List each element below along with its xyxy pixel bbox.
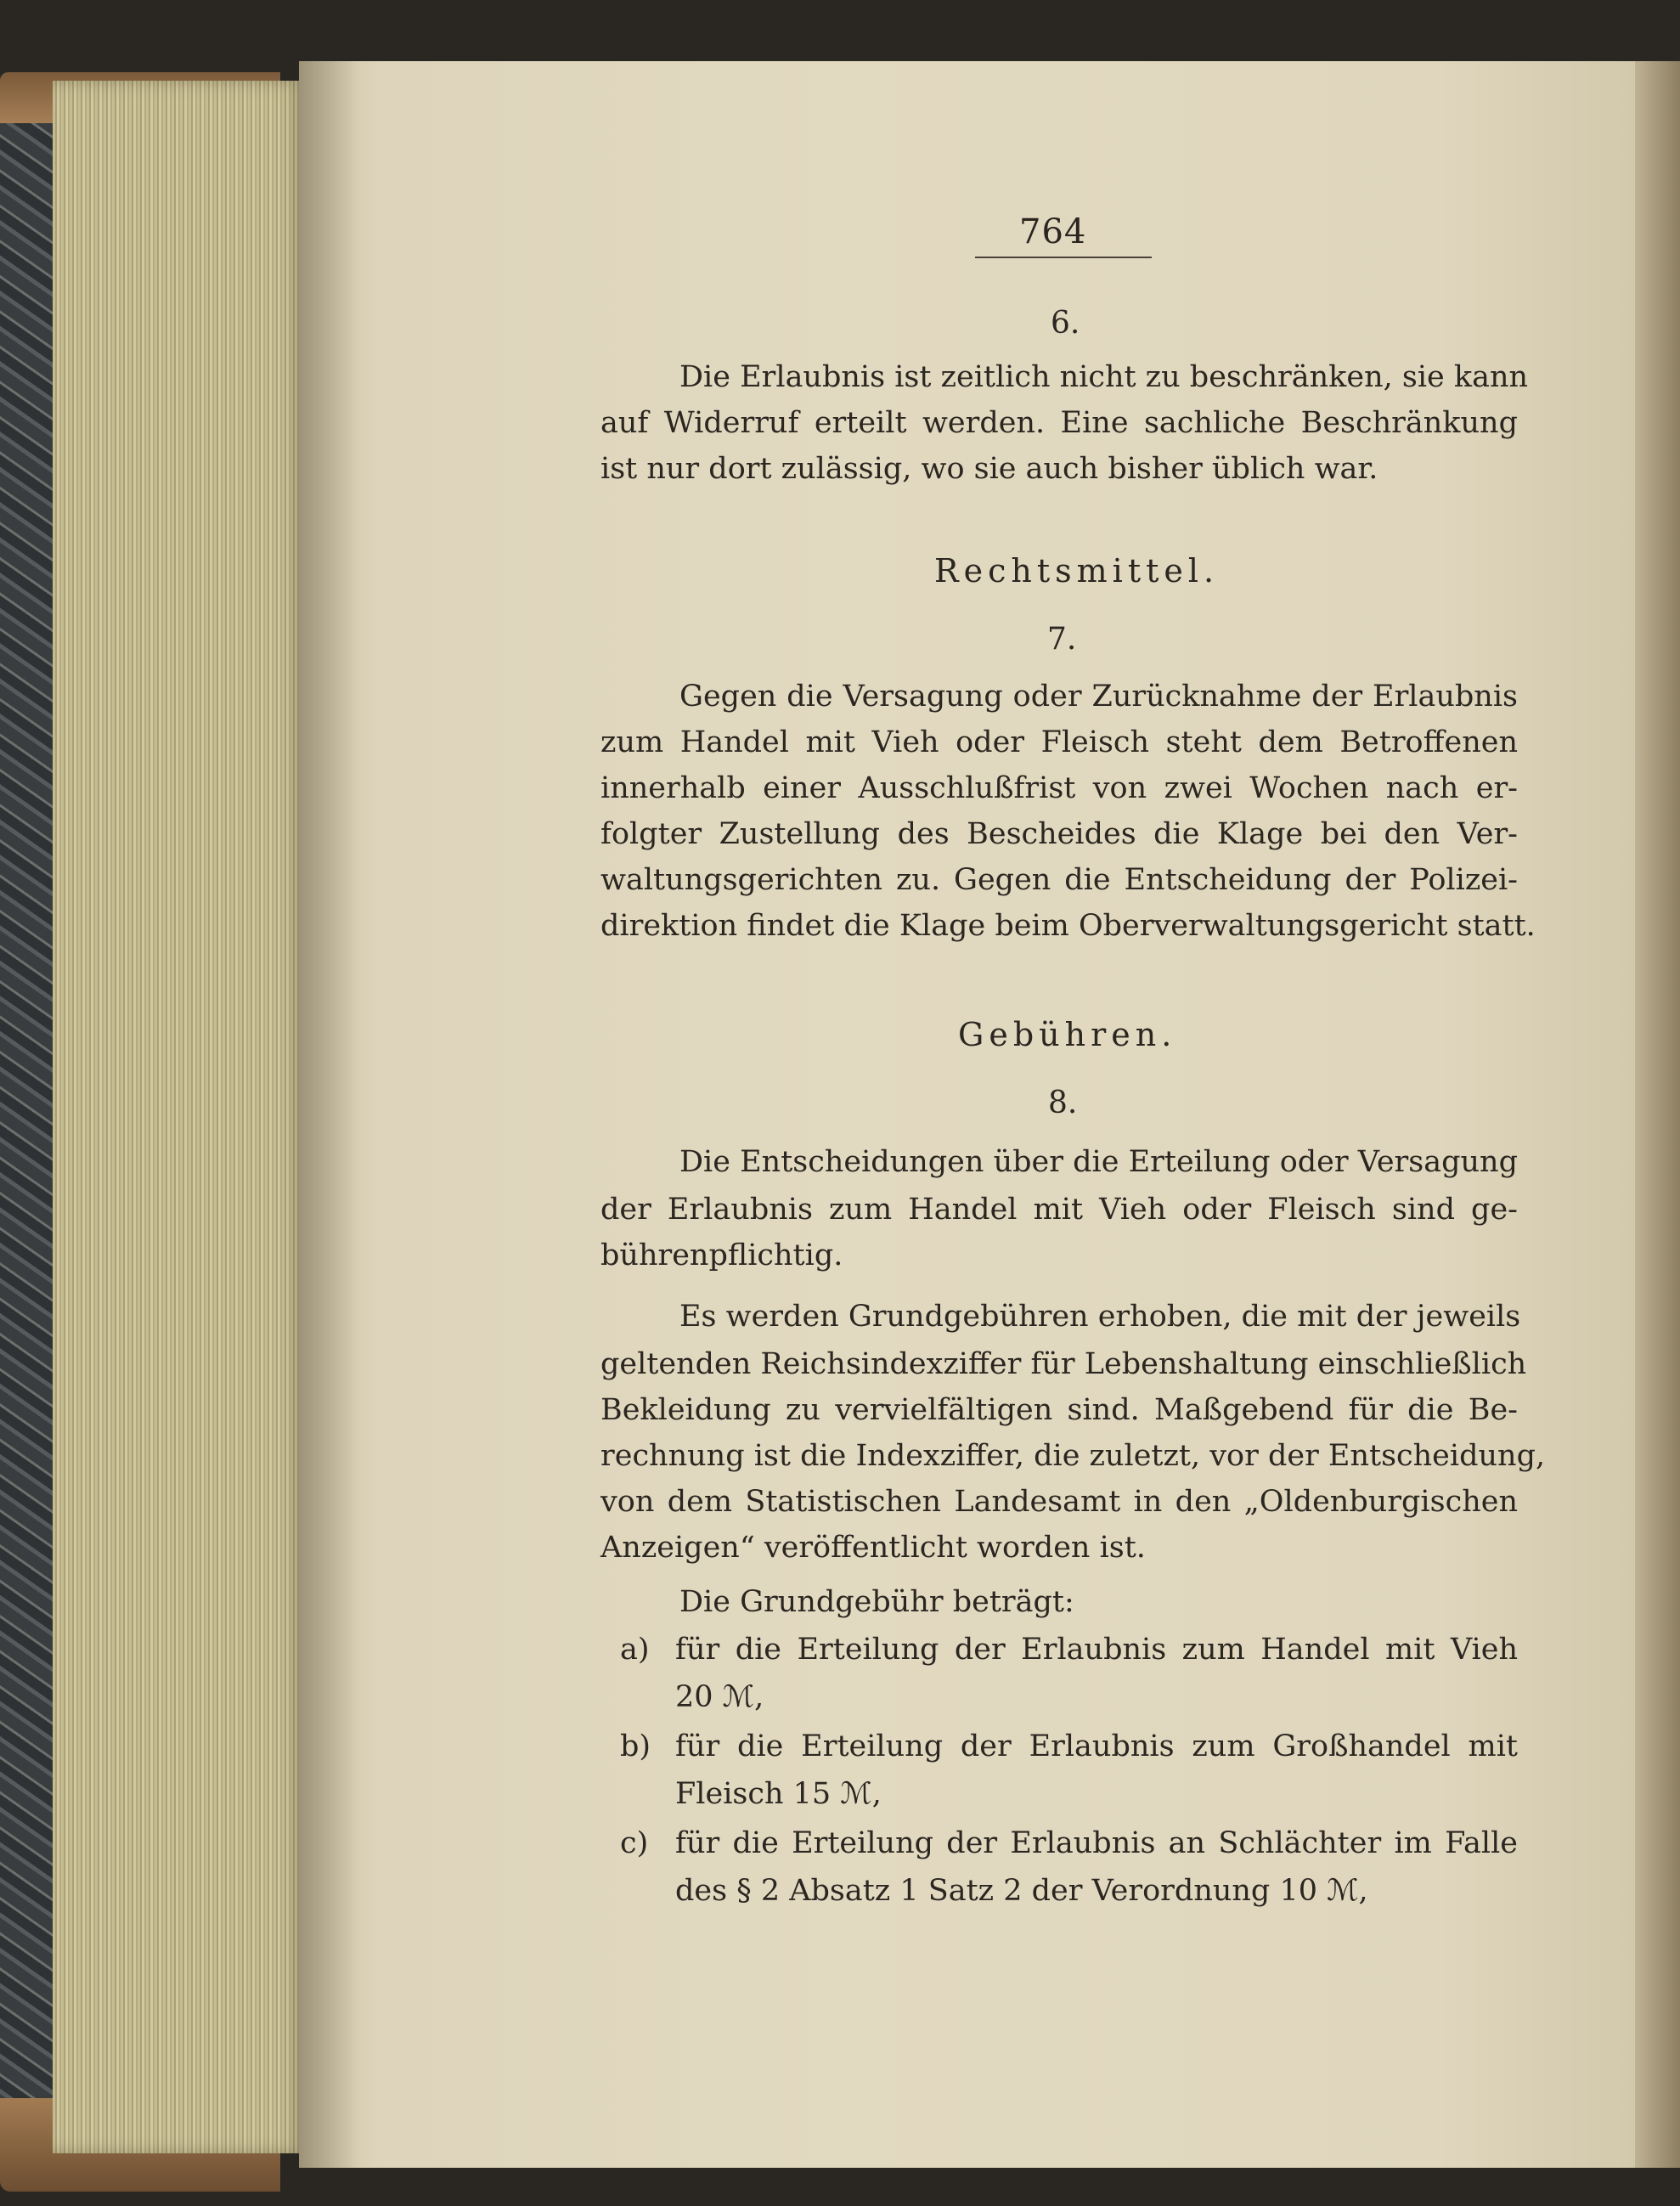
list-item-label: c) [620, 1826, 649, 1860]
heading-rechtsmittel: Rechtsmittel. [934, 552, 1220, 590]
page-edges [53, 81, 307, 2153]
section-6-line: Die Erlaubnis ist zeitlich nicht zu beschränken, sie kann [679, 360, 1529, 394]
section-8-para1-line: bührenpflichtig. [600, 1238, 843, 1272]
section-number-8: 8. [1048, 1086, 1078, 1120]
page-number: 764 [1019, 212, 1087, 251]
section-8-para2-line: Anzeigen“ veröffentlicht worden ist. [600, 1531, 1146, 1565]
section-8-para1-line: der Erlaubnis zum Handel mit Vieh oder Fleisch sind ge- [600, 1193, 1518, 1227]
section-8-para3: Die Grundgebühr beträgt: [679, 1585, 1074, 1619]
section-number-7: 7. [1047, 622, 1077, 657]
section-8-para2-line: von dem Statistischen Landesamt in den „Oldenburgischen [600, 1485, 1518, 1519]
facing-page-edge [1635, 61, 1680, 2168]
section-number-6: 6. [1051, 306, 1080, 341]
list-item-label: a) [620, 1633, 650, 1667]
section-8-para2-line: Bekleidung zu vervielfältigen sind. Maßgebend für die Be- [600, 1393, 1518, 1427]
section-7-line: folgter Zustellung des Bescheides die Klage bei den Ver- [600, 817, 1518, 851]
section-7-line: waltungsgerichten zu. Gegen die Entscheidung der Polizei- [600, 863, 1518, 897]
section-6-line: ist nur dort zulässig, wo sie auch bisher üblich war. [600, 452, 1378, 486]
section-7-line: direktion findet die Klage beim Oberverwaltungsgericht statt. [600, 909, 1536, 943]
section-7-line: innerhalb einer Ausschlußfrist von zwei Wochen nach er- [600, 771, 1518, 805]
header-rule [975, 257, 1152, 258]
list-item-line: für die Erteilung der Erlaubnis an Schlächter im Falle [675, 1826, 1518, 1860]
list-item-line: für die Erteilung der Erlaubnis zum Großhandel mit [675, 1729, 1518, 1763]
section-6-line: auf Widerruf erteilt werden. Eine sachliche Beschränkung [600, 406, 1518, 440]
heading-gebuehren: Gebühren. [958, 1016, 1177, 1053]
list-item-line: Fleisch 15 ℳ, [675, 1777, 882, 1811]
section-8-para2-line: Es werden Grundgebühren erhoben, die mit der jeweils [679, 1300, 1521, 1334]
section-7-line: zum Handel mit Vieh oder Fleisch steht dem Betroffenen [600, 725, 1518, 759]
list-item-line: des § 2 Absatz 1 Satz 2 der Verordnung 10 ℳ, [675, 1874, 1368, 1908]
list-item-line: für die Erteilung der Erlaubnis zum Handel mit Vieh [675, 1633, 1518, 1667]
gutter-shadow [299, 61, 358, 2168]
section-7-line: Gegen die Versagung oder Zurücknahme der Erlaubnis [679, 680, 1518, 714]
section-8-para2-line: geltenden Reichsindexziffer für Lebenshaltung einschließlich [600, 1347, 1527, 1381]
section-8-para1-line: Die Entscheidungen über die Erteilung oder Versagung [679, 1145, 1518, 1179]
section-8-para2-line: rechnung ist die Indexziffer, die zuletzt, vor der Entscheidung, [600, 1439, 1546, 1473]
list-item-line: 20 ℳ, [675, 1680, 764, 1714]
list-item-label: b) [620, 1729, 651, 1763]
